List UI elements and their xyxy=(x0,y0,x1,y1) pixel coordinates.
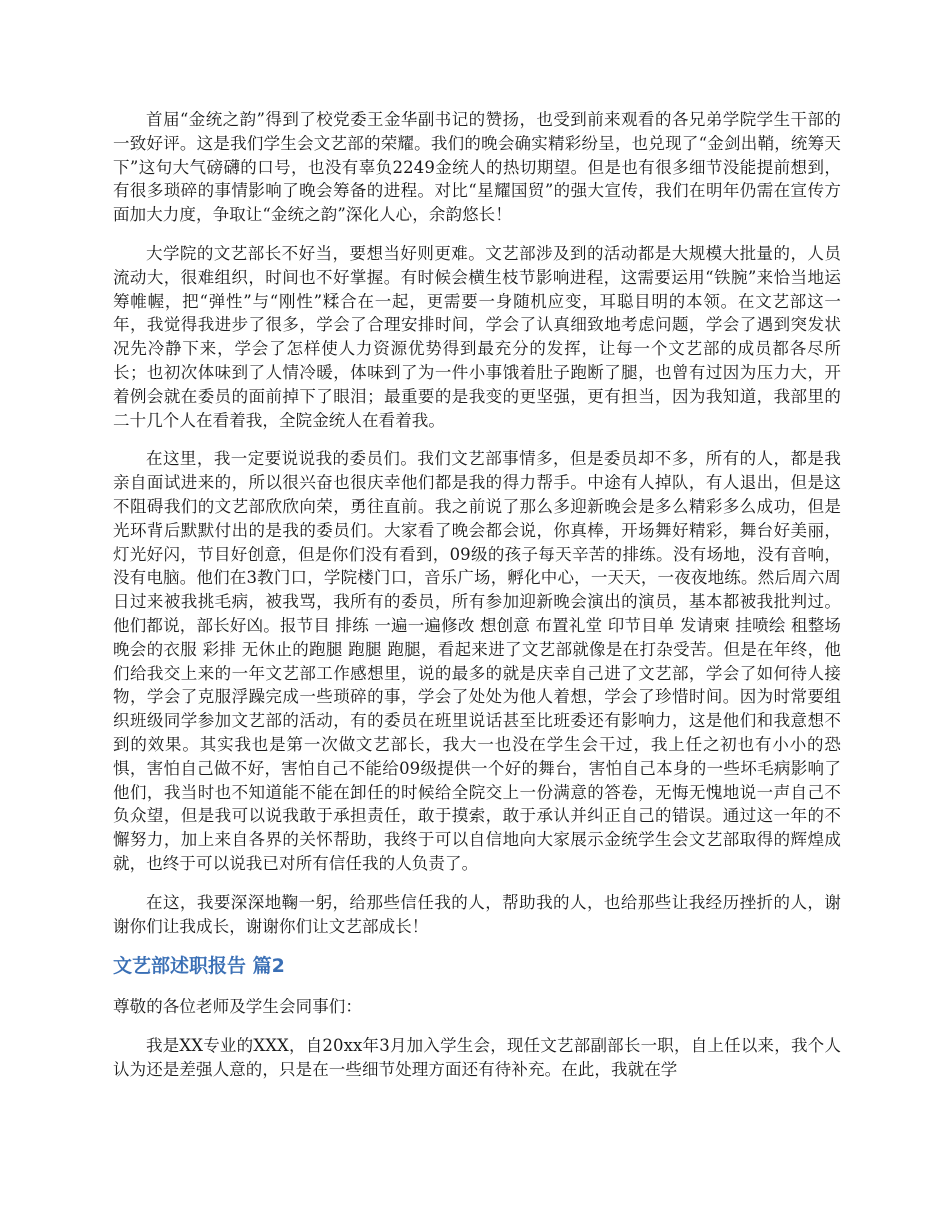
document-page xyxy=(113,108,841,1097)
paragraph-2: 大学院的文艺部长不好当，要想当好则更难。文艺部涉及到的活动都是大规模大批量的，人员流动大，很难组织，时间也不好掌握。有时候会横生枝节影响进程，这需要运用“铁腕”来恰当地运筹帷幄，把“弹性”与“刚性”糅合在一起，更需要一身随机应变，耳聪目明的本领。在文艺部这一年，我觉得我进步了很多，学会了合理安排时间，学会了认真细致地考虑问题，学会了遇到突发状况先冷静下来，学会了怎样使人力资源优势得到最充分的发挥，让每一个文艺部的成员都各尽所长；也初次体味到了人情冷暖，体味到了为一件小事饿着肚子跑断了腿，也曾有过因为压力大，开着例会就在委员的面前掉下了眼泪；最重要的是我变的更坚强，更有担当，因为我知道，我部里的二十几个人在看着我，全院金统人在看着我。 xyxy=(113,243,841,430)
paragraph-3: 在这里，我一定要说说我的委员们。我们文艺部事情多，但是委员却不多，所有的人，都是我亲自面试进来的，所以很兴奋也很庆幸他们都是我的得力帮手。中途有人掉队，有人退出，但是这不阻碍我们的文艺部欣欣向荣，勇往直前。我之前说了那么多迎新晚会是多么精彩多么成功，但是光环背后默默付出的是我的委员们。大家看了晚会都会说，你真棒，开场舞好精彩，舞台好美丽，灯光好闪，节目好创意，但是你们没有看到，09级的孩子每天辛苦的排练。没有场地，没有音响，没有电脑。他们在3教门口，学院楼门口，音乐广场，孵化中心，一天天，一夜夜地练。然后周六周日过来被我挑毛病，被我骂，我所有的委员，所有参加迎新晚会演出的演员，基本都被我批判过。他们都说，部长好凶。报节目 排练 一遍一遍修改 想创意 布置礼堂 印节目单 发请柬 挂喷绘 租整场晚会的衣服 彩排 无休止的跑腿 跑腿 跑腿，看起来进了文艺部就像是在打杂受苦。但是在年终，他们给我交上来的一年文艺部工作感想里，说的最多的就是庆幸自己进了文艺部，学会了如何待人接物，学会了克服浮躁完成一些琐碎的事，学会了处处为他人着想，学会了珍惜时间。因为时常要组织班级同学参加文艺部的活动，有的委员在班里说话甚至比班委还有影响力，这是他们和我意想不到的效果。其实我也是第一次做文艺部长，我大一也没在学生会干过，我上任之初也有小小的恐惧，害怕自己做不好，害怕自己不能给09级提供一个好的舞台，害怕自己本身的一些坏毛病影响了他们，我当时也不知道能不能在卸任的时候给全院交上一份满意的答卷，无悔无愧地说一声自己不负众望，但是我可以说我敢于承担责任，敢于摸索，敢于承认并纠正自己的错误。通过这一年的不懈努力，加上来自各界的关怀帮助，我终于可以自信地向大家展示金统学生会文艺部取得的辉煌成就，也终于可以说我已对所有信任我的人负责了。 xyxy=(113,449,841,873)
paragraph-4: 在这，我要深深地鞠一躬，给那些信任我的人，帮助我的人，也给那些让我经历挫折的人，谢谢你们让我成长，谢谢你们让文艺部成长！ xyxy=(113,892,841,936)
paragraph-1: 首届“金统之韵”得到了校党委王金华副书记的赞扬，也受到前来观看的各兄弟学院学生干部的一致好评。这是我们学生会文艺部的荣耀。我们的晚会确实精彩纷呈，也兑现了“金剑出鞘，统筹天下”这句大气磅礴的口号，也没有辜负2249金统人的热切期望。但是也有很多细节没能提前想到，有很多琐碎的事情影响了晚会筹备的进程。对比“星耀国贸”的强大宣传，我们在明年仍需在宣传方面加大力度，争取让“金统之韵”深化人心，余韵悠长！ xyxy=(113,110,841,225)
salutation: 尊敬的各位老师及学生会同事们： xyxy=(113,997,362,1017)
section-heading: 文艺部述职报告 篇2 xyxy=(113,955,285,978)
paragraph-5: 我是XX专业的XXX，自20xx年3月加入学生会，现任文艺部副部长一职，自上任以来，我个人认为还是差强人意的，只是在一些细节处理方面还有待补充。在此，我就在学 xyxy=(113,1036,841,1079)
